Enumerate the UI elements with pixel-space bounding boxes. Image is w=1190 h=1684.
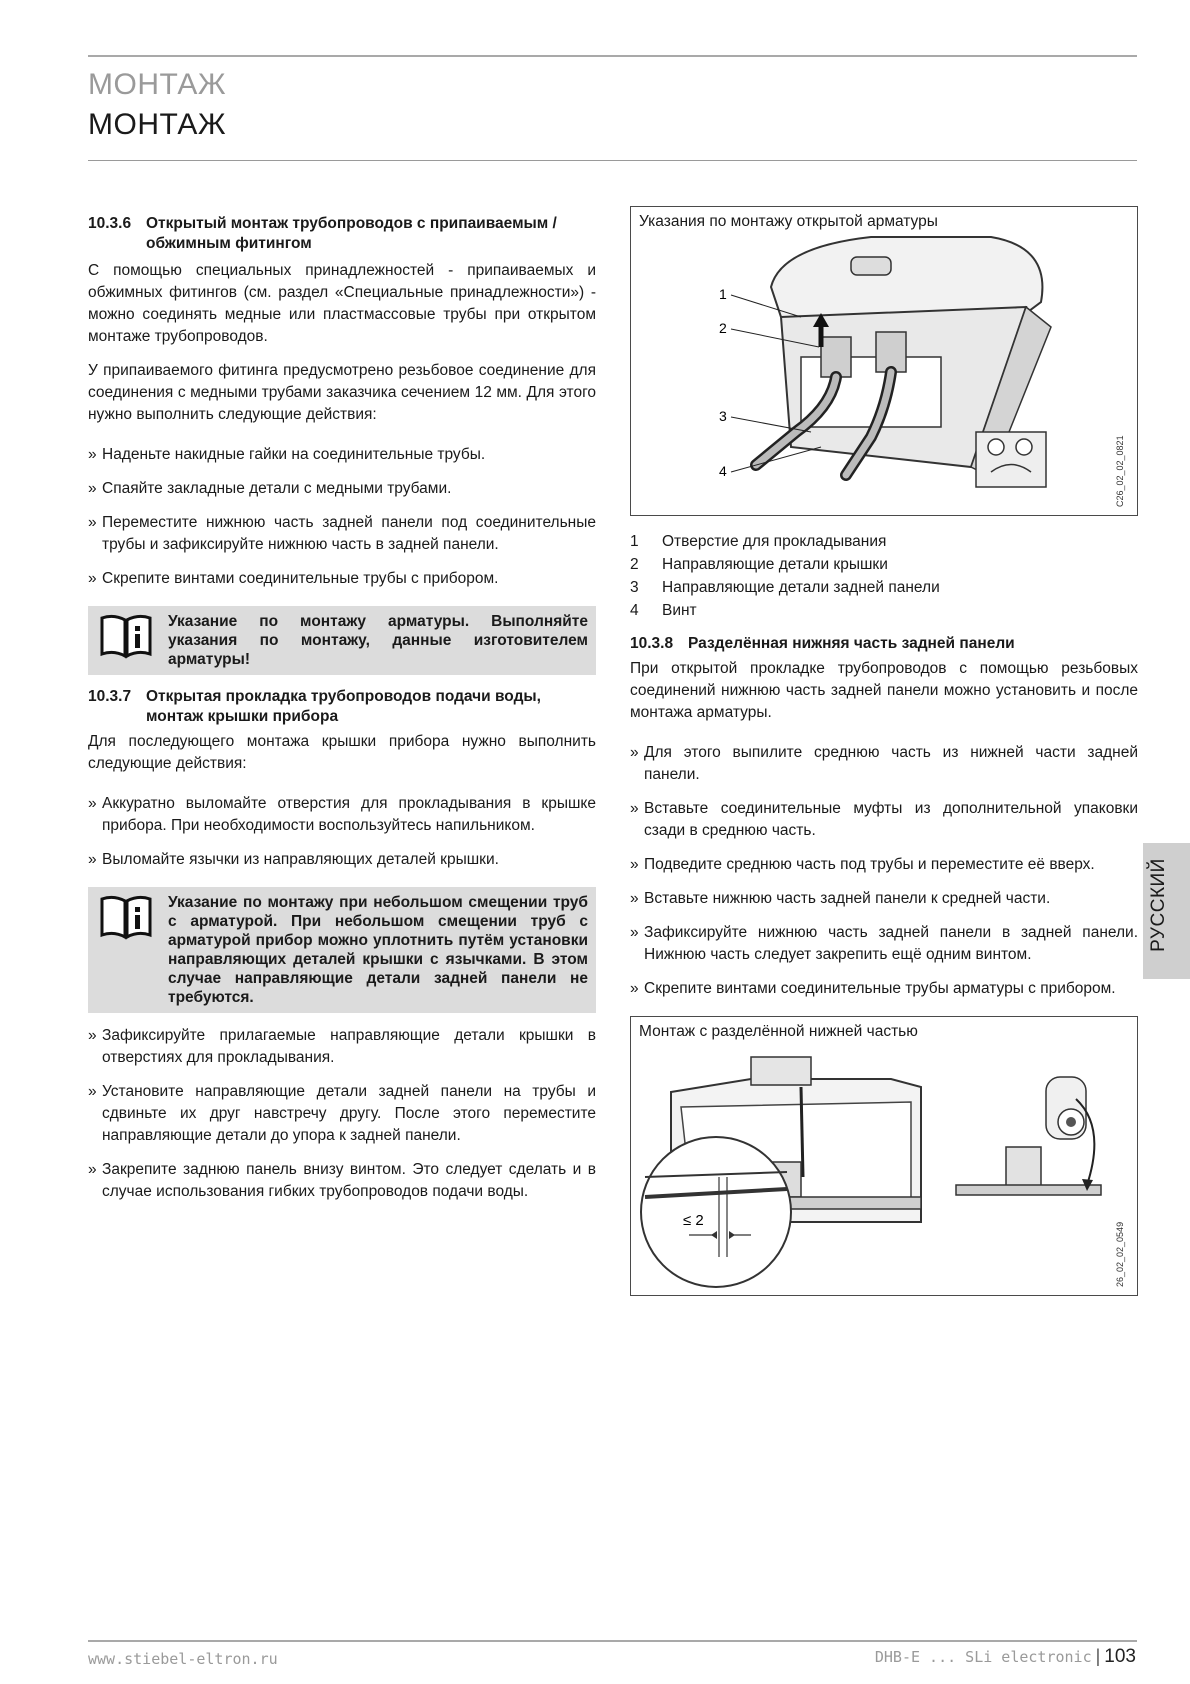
legend-text: Винт [662,602,697,619]
instruction-item: » Для этого выпилите среднюю часть из нижней части задней панели. [630,742,1138,786]
legend-item [630,553,1138,576]
instruction-item: » Выломайте язычки из направляющих деталей крышки. [88,849,596,871]
section-number: 10.3.8 [630,635,674,652]
language-tab-label: РУССКИЙ [1148,858,1169,952]
note-text: Указание по монтажу при небольшом смещении труб с арматурой. При небольшом смещении труб с арматурой прибор можно уплотнить путём установки направляющих деталей крышки с язычками. В этом случае направляющие детали задней панели не требуются. [168,894,588,1006]
instruction-item: » Закрепите заднюю панель внизу винтом. Это следует сделать и в случае использования гибких трубопроводов подачи воды. [88,1159,596,1203]
page-number: 103 [1104,1646,1136,1667]
paragraph: Для последующего монтажа крышки прибора нужно выполнить следующие действия: [88,733,596,772]
legend-number: 4 [630,602,639,619]
instruction-text: Зафиксируйте прилагаемые направляющие детали крышки в отверстиях для прокладывания. [102,1027,596,1066]
instruction-text: Закрепите заднюю панель внизу винтом. Это следует сделать и в случае использования гибких трубопроводов подачи воды. [102,1161,596,1200]
legend-text: Отверстие для прокладывания [662,533,887,550]
instruction-text: Подведите среднюю часть под трубы и переместите её вверх. [644,856,1095,873]
page-title: МОНТАЖ [88,108,227,141]
legend-number: 3 [630,579,639,596]
info-note [88,887,596,1013]
legend-text: Направляющие детали задней панели [662,579,940,596]
section-heading-10-3-8 [630,634,1138,654]
instruction-item: » Переместите нижнюю часть задней панели под соединительные трубы и зафиксируйте нижнюю часть в задней панели. [88,512,596,556]
section-title: Открытый монтаж трубопроводов с припаиваемым / обжимным фитингом [146,215,557,252]
instruction-text: Скрепите винтами соединительные трубы с прибором. [102,570,499,587]
instruction-text: Вставьте нижнюю часть задней панели к средней части. [644,890,1051,907]
instruction-item: » Аккуратно выломайте отверстия для прокладывания в крышке прибора. При необходимости воспользуйтесь напильником. [88,793,596,837]
open-fittings-illustration [631,207,1137,515]
instruction-item: » Подведите среднюю часть под трубы и переместите её вверх. [630,854,1138,876]
figure-legend [630,530,1138,622]
split-panel-illustration [631,1017,1137,1295]
legend-item [630,599,1138,622]
info-book-icon [98,893,154,941]
instruction-text: Наденьте накидные гайки на соединительные трубы. [102,446,486,463]
label-3: 3 [719,408,727,424]
figure-code: 26_02_02_0549 [1115,1221,1125,1287]
instruction-text: Аккуратно выломайте отверстия для прокладывания в крышке прибора. При необходимости воспользуйтесь напильником. [102,795,596,834]
legend-text: Направляющие детали крышки [662,556,888,573]
top-rule [88,55,1137,57]
instruction-item: » Скрепите винтами соединительные трубы с прибором. [88,568,596,590]
figure-caption: Монтаж с разделённой нижней частью [639,1023,918,1040]
instruction-text: Переместите нижнюю часть задней панели под соединительные трубы и зафиксируйте нижнюю часть в задней панели. [102,514,596,553]
left-column [88,214,596,1215]
instruction-text: Вставьте соединительные муфты из дополнительной упаковки сзади в среднюю часть. [644,800,1138,839]
legend-number: 1 [630,533,639,550]
paragraph: У припаиваемого фитинга предусмотрено резьбовое соединение для соединения с медными трубами заказчика сечением 12 мм. Для этого нужно выполнить следующие действия: [88,362,596,423]
instruction-item: » Вставьте соединительные муфты из дополнительной упаковки сзади в среднюю часть. [630,798,1138,842]
header-subtitle: МОНТАЖ [88,68,227,101]
section-title: Открытая прокладка трубопроводов подачи воды, монтаж крышки прибора [146,688,541,725]
section-heading-10-3-7 [88,687,596,727]
instruction-text: Для этого выпилите среднюю часть из нижней части задней панели. [644,744,1138,783]
label-4: 4 [719,463,727,479]
legend-item [630,576,1138,599]
footer-url: www.stiebel-eltron.ru [88,1650,278,1668]
dimension-label: ≤ 2 [683,1212,704,1229]
instruction-text: Скрепите винтами соединительные трубы арматуры с прибором. [644,980,1116,997]
instruction-item: » Скрепите винтами соединительные трубы арматуры с прибором. [630,978,1138,1000]
instruction-item: » Зафиксируйте нижнюю часть задней панели в задней панели. Нижнюю часть следует закрепить ещё одним винтом. [630,922,1138,966]
instruction-text: Выломайте язычки из направляющих деталей крышки. [102,851,499,868]
paragraph: При открытой прокладке трубопроводов с помощью резьбовых соединений нижнюю часть задней панели можно установить и после монтажа арматуры. [630,660,1138,721]
instruction-item: » Вставьте нижнюю часть задней панели к средней части. [630,888,1138,910]
footer-rule [88,1640,1137,1642]
label-1: 1 [719,286,727,302]
header-rule [88,160,1137,161]
instruction-text: Спаяйте закладные детали с медными трубами. [102,480,452,497]
paragraph: С помощью специальных принадлежностей - припаиваемых и обжимных фитингов (см. раздел «Специальные принадлежности») - можно соединять медные или пластмассовые трубы при открытом монтаже трубопроводов. [88,262,596,345]
info-note [88,606,596,675]
figure-caption: Указания по монтажу открытой арматуры [639,213,938,230]
figure-open-fittings [630,206,1138,516]
footer-model: DHB-E ... SLi electronic [874,1648,1092,1666]
instruction-text: Установите направляющие детали задней панели на трубы и сдвиньте их друг навстречу другу. После этого переместите направляющие детали до упора к задней панели. [102,1083,596,1144]
section-title: Разделённая нижняя часть задней панели [688,635,1015,652]
instruction-item: » Спаяйте закладные детали с медными трубами. [88,478,596,500]
instruction-text: Зафиксируйте нижнюю часть задней панели в задней панели. Нижнюю часть следует закрепить ещё одним винтом. [644,924,1138,963]
instruction-item: » Установите направляющие детали задней панели на трубы и сдвиньте их друг навстречу другу. После этого переместите направляющие детали до упора к задней панели. [88,1081,596,1147]
figure-code: C26_02_02_0821 [1115,435,1125,507]
info-book-icon [98,612,154,660]
instruction-item: » Зафиксируйте прилагаемые направляющие детали крышки в отверстиях для прокладывания. [88,1025,596,1069]
section-number: 10.3.6 [88,215,132,232]
label-2: 2 [719,320,727,336]
section-heading-10-3-6 [88,214,596,254]
footer-right: DHB-E ... SLi electronic | 103 [874,1646,1136,1667]
legend-number: 2 [630,556,639,573]
figure-split-panel [630,1016,1138,1296]
note-text: Указание по монтажу арматуры. Выполняйте указания по монтажу, данные изготовителем арматуры! [168,613,588,668]
right-column [630,206,1138,1296]
instruction-item: » Наденьте накидные гайки на соединительные трубы. [88,444,596,466]
section-number: 10.3.7 [88,688,132,705]
legend-item [630,530,1138,553]
